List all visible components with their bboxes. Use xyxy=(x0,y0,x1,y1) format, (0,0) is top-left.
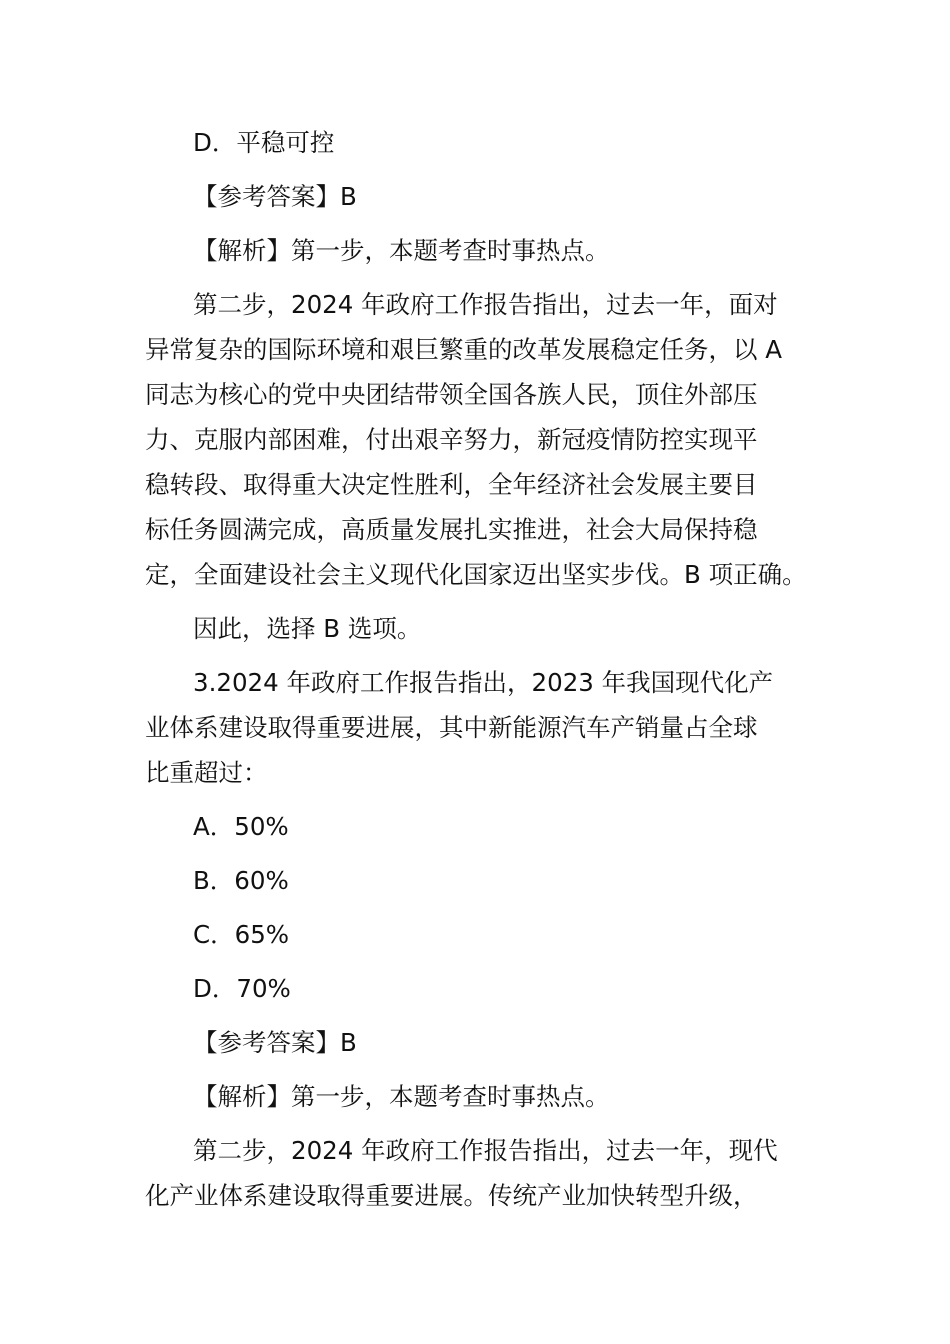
q2-analysis-step1: 【解析】第一步，本题考查时事热点。 xyxy=(193,236,610,265)
q2-analysis-step2-line: 标任务圆满完成，高质量发展扎实推进，社会大局保持稳 xyxy=(145,515,758,544)
q2-answer: 【参考答案】B xyxy=(193,182,357,211)
q3-option-a: A．50% xyxy=(193,812,289,841)
q2-conclusion: 因此，选择 B 选项。 xyxy=(193,614,422,643)
q3-option-d: D．70% xyxy=(193,974,291,1003)
q2-analysis-step2-line: 定，全面建设社会主义现代化国家迈出坚实步伐。B 项正确。 xyxy=(145,560,807,589)
q3-analysis-step2-line: 化产业体系建设取得重要进展。传统产业加快转型升级， xyxy=(145,1181,758,1210)
q3-analysis-step1: 【解析】第一步，本题考查时事热点。 xyxy=(193,1082,610,1111)
q3-stem-line: 业体系建设取得重要进展，其中新能源汽车产销量占全球 xyxy=(145,713,758,742)
q3-answer: 【参考答案】B xyxy=(193,1028,357,1057)
q2-analysis-step2-line: 第二步，2024 年政府工作报告指出，过去一年，面对 xyxy=(193,290,778,319)
q3-stem-line: 3.2024 年政府工作报告指出，2023 年我国现代化产 xyxy=(193,668,774,697)
q2-analysis-step2-line: 稳转段、取得重大决定性胜利，全年经济社会发展主要目 xyxy=(145,470,758,499)
q3-stem-line: 比重超过： xyxy=(145,758,268,787)
q3-analysis-step2-line: 第二步，2024 年政府工作报告指出，过去一年，现代 xyxy=(193,1136,778,1165)
q2-analysis-step2-line: 力、克服内部困难，付出艰辛努力，新冠疫情防控实现平 xyxy=(145,425,758,454)
q2-analysis-step2-line: 同志为核心的党中央团结带领全国各族人民，顶住外部压 xyxy=(145,380,758,409)
q2-option-d: D．平稳可控 xyxy=(193,128,335,157)
q3-option-b: B．60% xyxy=(193,866,289,895)
q3-option-c: C．65% xyxy=(193,920,290,949)
q2-analysis-step2-line: 异常复杂的国际环境和艰巨繁重的改革发展稳定任务，以 A xyxy=(145,335,783,364)
